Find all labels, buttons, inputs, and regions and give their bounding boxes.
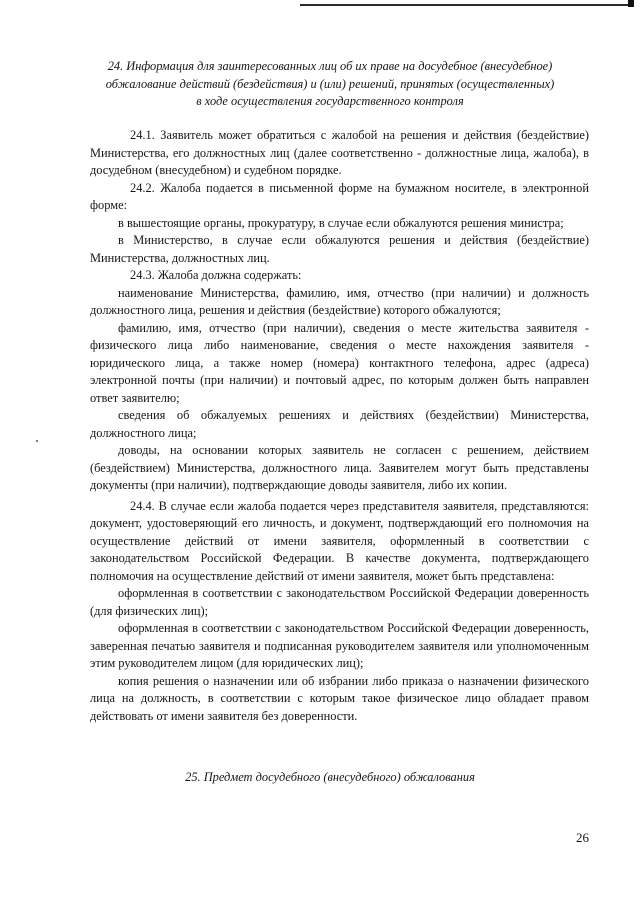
- paragraph-24-4: 24.4. В случае если жалоба подается через представителя заявителя, представляются: документ, удостоверяющий его личность, и документ, подтверждающий его полномочия на осуществление действий от имени заявителя, оформленный в соответствии с законодательством Российской Федерации. В качестве документа, подтверждающего полномочия на осуществление действий от имени заявителя, может быть представлена:: [90, 498, 589, 583]
- paragraph-applicant-details: фамилию, имя, отчество (при наличии), сведения о месте жительства заявителя - физического лица либо наименование, сведения о месте нахождения заявителя - юридического лица, а также номер (номера) контактного телефона, адрес (адреса) электронной почты (при наличии) и почтовый адрес, по которым должен быть направлен ответ заявителю;: [90, 320, 589, 405]
- section-24-heading-line: в ходе осуществления государственного контроля: [196, 94, 464, 108]
- paragraph-power-of-attorney-individuals: оформленная в соответствии с законодательством Российской Федерации доверенность (для физических лиц);: [90, 586, 589, 618]
- paragraph-24-3: 24.3. Жалоба должна содержать:: [130, 268, 302, 282]
- page-number: 26: [576, 830, 589, 845]
- scan-corner-mark: [628, 0, 634, 7]
- scan-speck: [36, 440, 38, 442]
- paragraph-arguments: доводы, на основании которых заявитель не согласен с решением, действием (бездействием) Министерства, должностного лица. Заявителем могут быть представлены документы (при наличии), подтверждающие доводы заявителя, либо их копии.: [90, 443, 589, 492]
- paragraph-power-of-attorney-entities: оформленная в соответствии с законодательством Российской Федерации доверенность, заверенная печатью заявителя и подписанная руководителем заявителя или уполномоченным этим руководителем лицом (для юридических лиц);: [90, 621, 589, 670]
- paragraph-ministry: в Министерство, в случае если обжалуются решения и действия (бездействие) Министерства, должностных лиц.: [90, 233, 589, 265]
- section-24-heading-line: обжалование действий (бездействия) и (или) решений, принятых (осуществленных): [105, 76, 555, 91]
- paragraph-higher-authorities: в вышестоящие органы, прокуратуру, в случае если обжалуются решения министра;: [118, 215, 564, 230]
- section-24-body: [90, 127, 589, 725]
- section-25-heading: 25. Предмет досудебного (внесудебного) обжалования: [185, 770, 475, 784]
- section-24-heading: [80, 58, 580, 111]
- section-24-heading-line: 24. Информация для заинтересованных лиц об их праве на досудебное (внесудебное): [107, 59, 553, 73]
- scan-top-rule: [300, 4, 628, 6]
- paragraph-appealed-decisions: сведения об обжалуемых решениях и действиях (бездействии) Министерства, должностного лица;: [90, 408, 589, 440]
- paragraph-24-1: 24.1. Заявитель может обратиться с жалобой на решения и действия (бездействие) Министерства, его должностных лиц (далее соответственно - должностные лица, жалоба), в досудебном (внесудебном) и судебном порядке.: [90, 128, 589, 177]
- paragraph-ministry-name: наименование Министерства, фамилию, имя, отчество (при наличии) и должность должностного лица, решения и действия (бездействие) которого обжалуются;: [90, 285, 589, 317]
- paragraph-appointment-copy: копия решения о назначении или об избрании либо приказа о назначении физического лица на должность, в соответствии с которым такое физическое лицо обладает правом действовать от имени заявителя без доверенности.: [90, 673, 589, 723]
- paragraph-24-2: 24.2. Жалоба подается в письменной форме на бумажном носителе, в электронной форме:: [90, 180, 589, 212]
